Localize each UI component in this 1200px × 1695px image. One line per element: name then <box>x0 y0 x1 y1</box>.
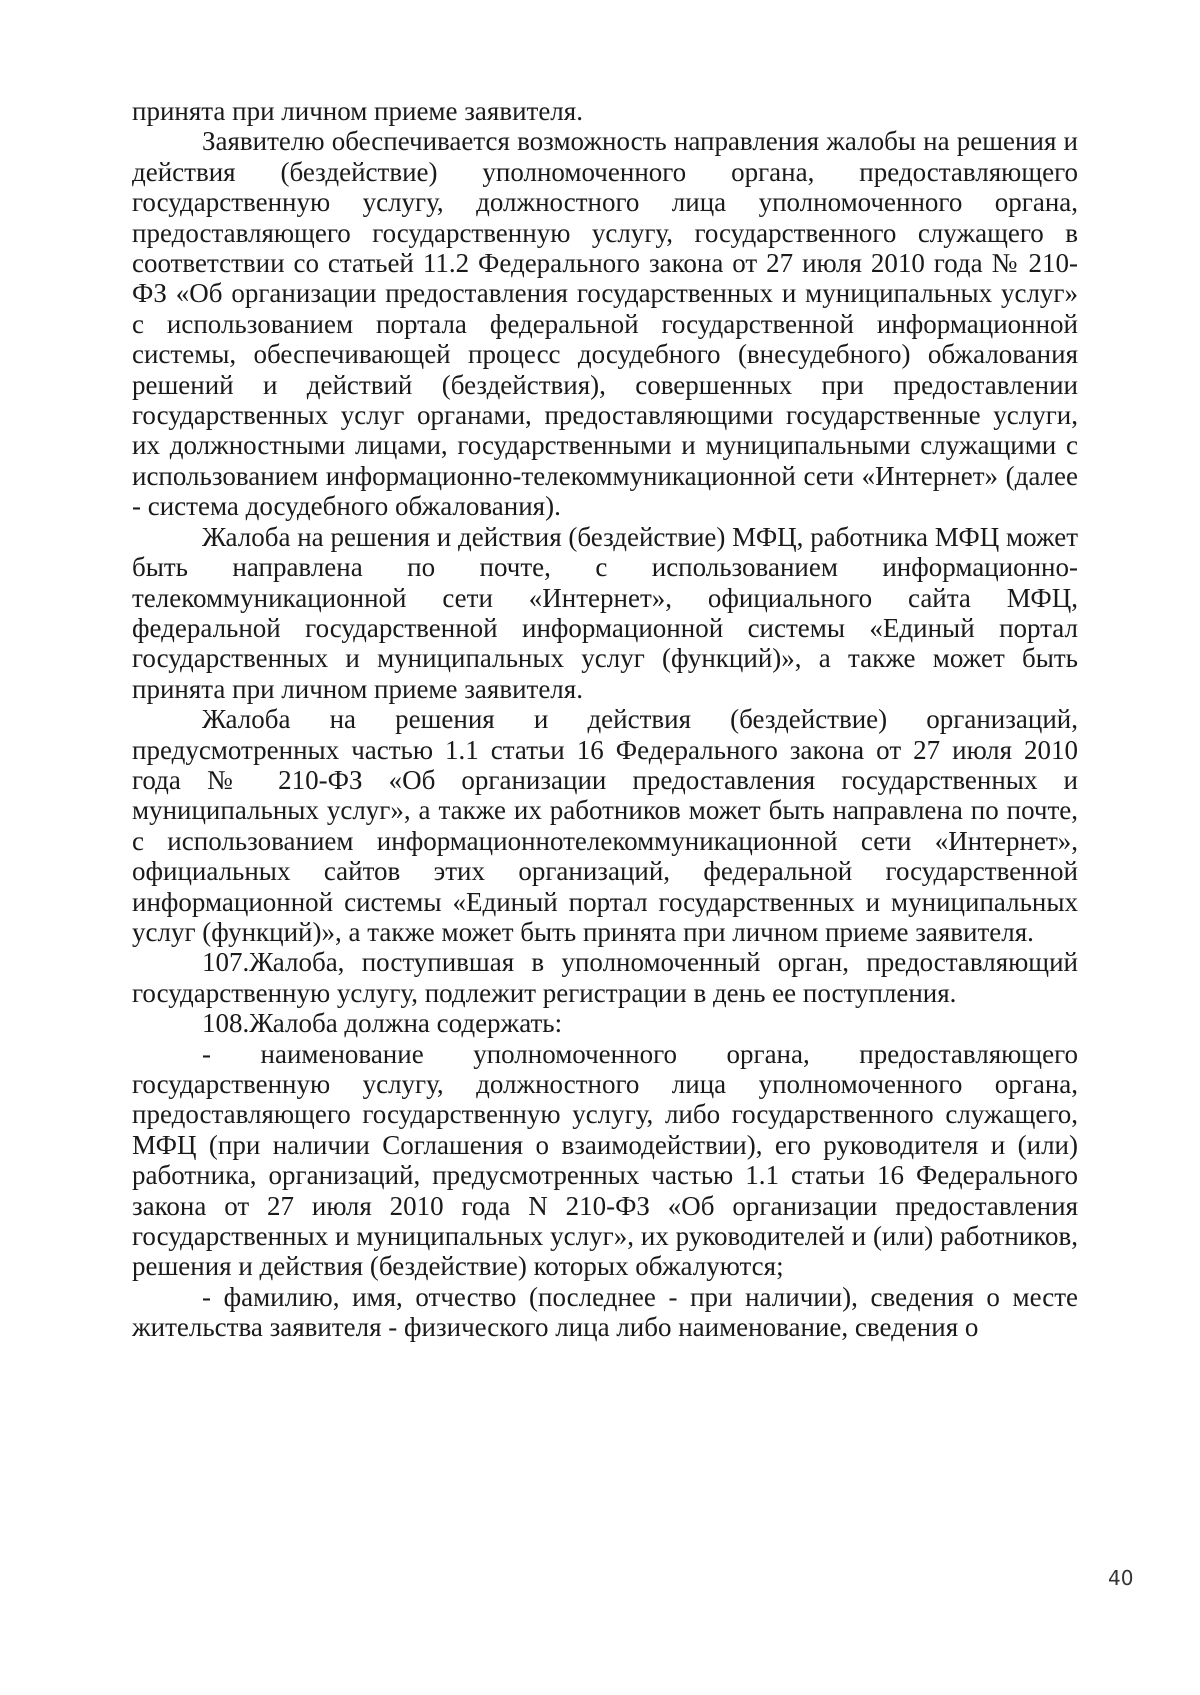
paragraph-108: 108.Жалоба должна содержать: <box>202 1008 563 1039</box>
paragraph-complaint-system: Заявителю обеспечивается возможность направления жалобы на решения и действия (бездействие) уполномоченного органа, предоставляющего государственную услугу, должностного лица уполномоченного органа, предоставляющего государственную услугу, государственного служащего в соответствии со статьей 11.2 Федерального закона от 27 июля 2010 года № 210-ФЗ «Об организации предоставления государственных и муниципальных услуг» с использованием портала федеральной государственной информационной системы, обеспечивающей процесс досудебного (внесудебного) обжалования решений и действий (бездействия), совершенных при предоставлении государственных услуг органами, предоставляющими государственные услуги, их должностными лицами, государственными и муниципальными служащими с использованием информационно-телекоммуникационной сети «Интернет» (далее - система досудебного обжалования). <box>132 126 1078 522</box>
paragraph-107: 107.Жалоба, поступившая в уполномоченный орган, предоставляющий государственную услугу, подлежит регистрации в день ее поступления. <box>132 947 1078 1008</box>
paragraph-continuation: принята при личном приеме заявителя. <box>132 96 583 126</box>
paragraph-complaint-mfc: Жалоба на решения и действия (бездействие) МФЦ, работника МФЦ может быть направлена по почте, с использованием информационно-телекоммуникационной сети «Интернет», официального сайта МФЦ, федеральной государственной информационной системы «Единый портал государственных и муниципальных услуг (функций)», а также может быть принята при личном приеме заявителя. <box>132 521 1078 704</box>
list-item-authority-name: - наименование уполномоченного органа, предоставляющего государственную услугу, должностного лица уполномоченного органа, предоставляющего государственную услугу, либо государственного служащего, МФЦ (при наличии Соглашения о взаимодействии), его руководителя и (или) работника, организаций, предусмотренных частью 1.1 статьи 16 Федерального закона от 27 июля 2010 года N 210-ФЗ «Об организации предоставления государственных и муниципальных услуг», их руководителей и (или) работников, решения и действия (бездействие) которых обжалуются; <box>132 1038 1078 1282</box>
list-item-applicant-name: - фамилию, имя, отчество (последнее - при наличии), сведения о месте жительства заявителя - физического лица либо наименование, сведения о <box>132 1281 1078 1343</box>
document-body <box>132 96 1078 1343</box>
page-number: 40 <box>1108 1566 1134 1590</box>
paragraph-complaint-organizations: Жалоба на решения и действия (бездействие) организаций, предусмотренных частью 1.1 статьи 16 Федерального закона от 27 июля 2010 года № 210-ФЗ «Об организации предоставления государственных и муниципальных услуг», а также их работников может быть направлена по почте, с использованием информационнотелекоммуникационной сети «Интернет», официальных сайтов этих организаций, федеральной государственной информационной системы «Единый портал государственных и муниципальных услуг (функций)», а также может быть принята при личном приеме заявителя. <box>132 704 1078 947</box>
